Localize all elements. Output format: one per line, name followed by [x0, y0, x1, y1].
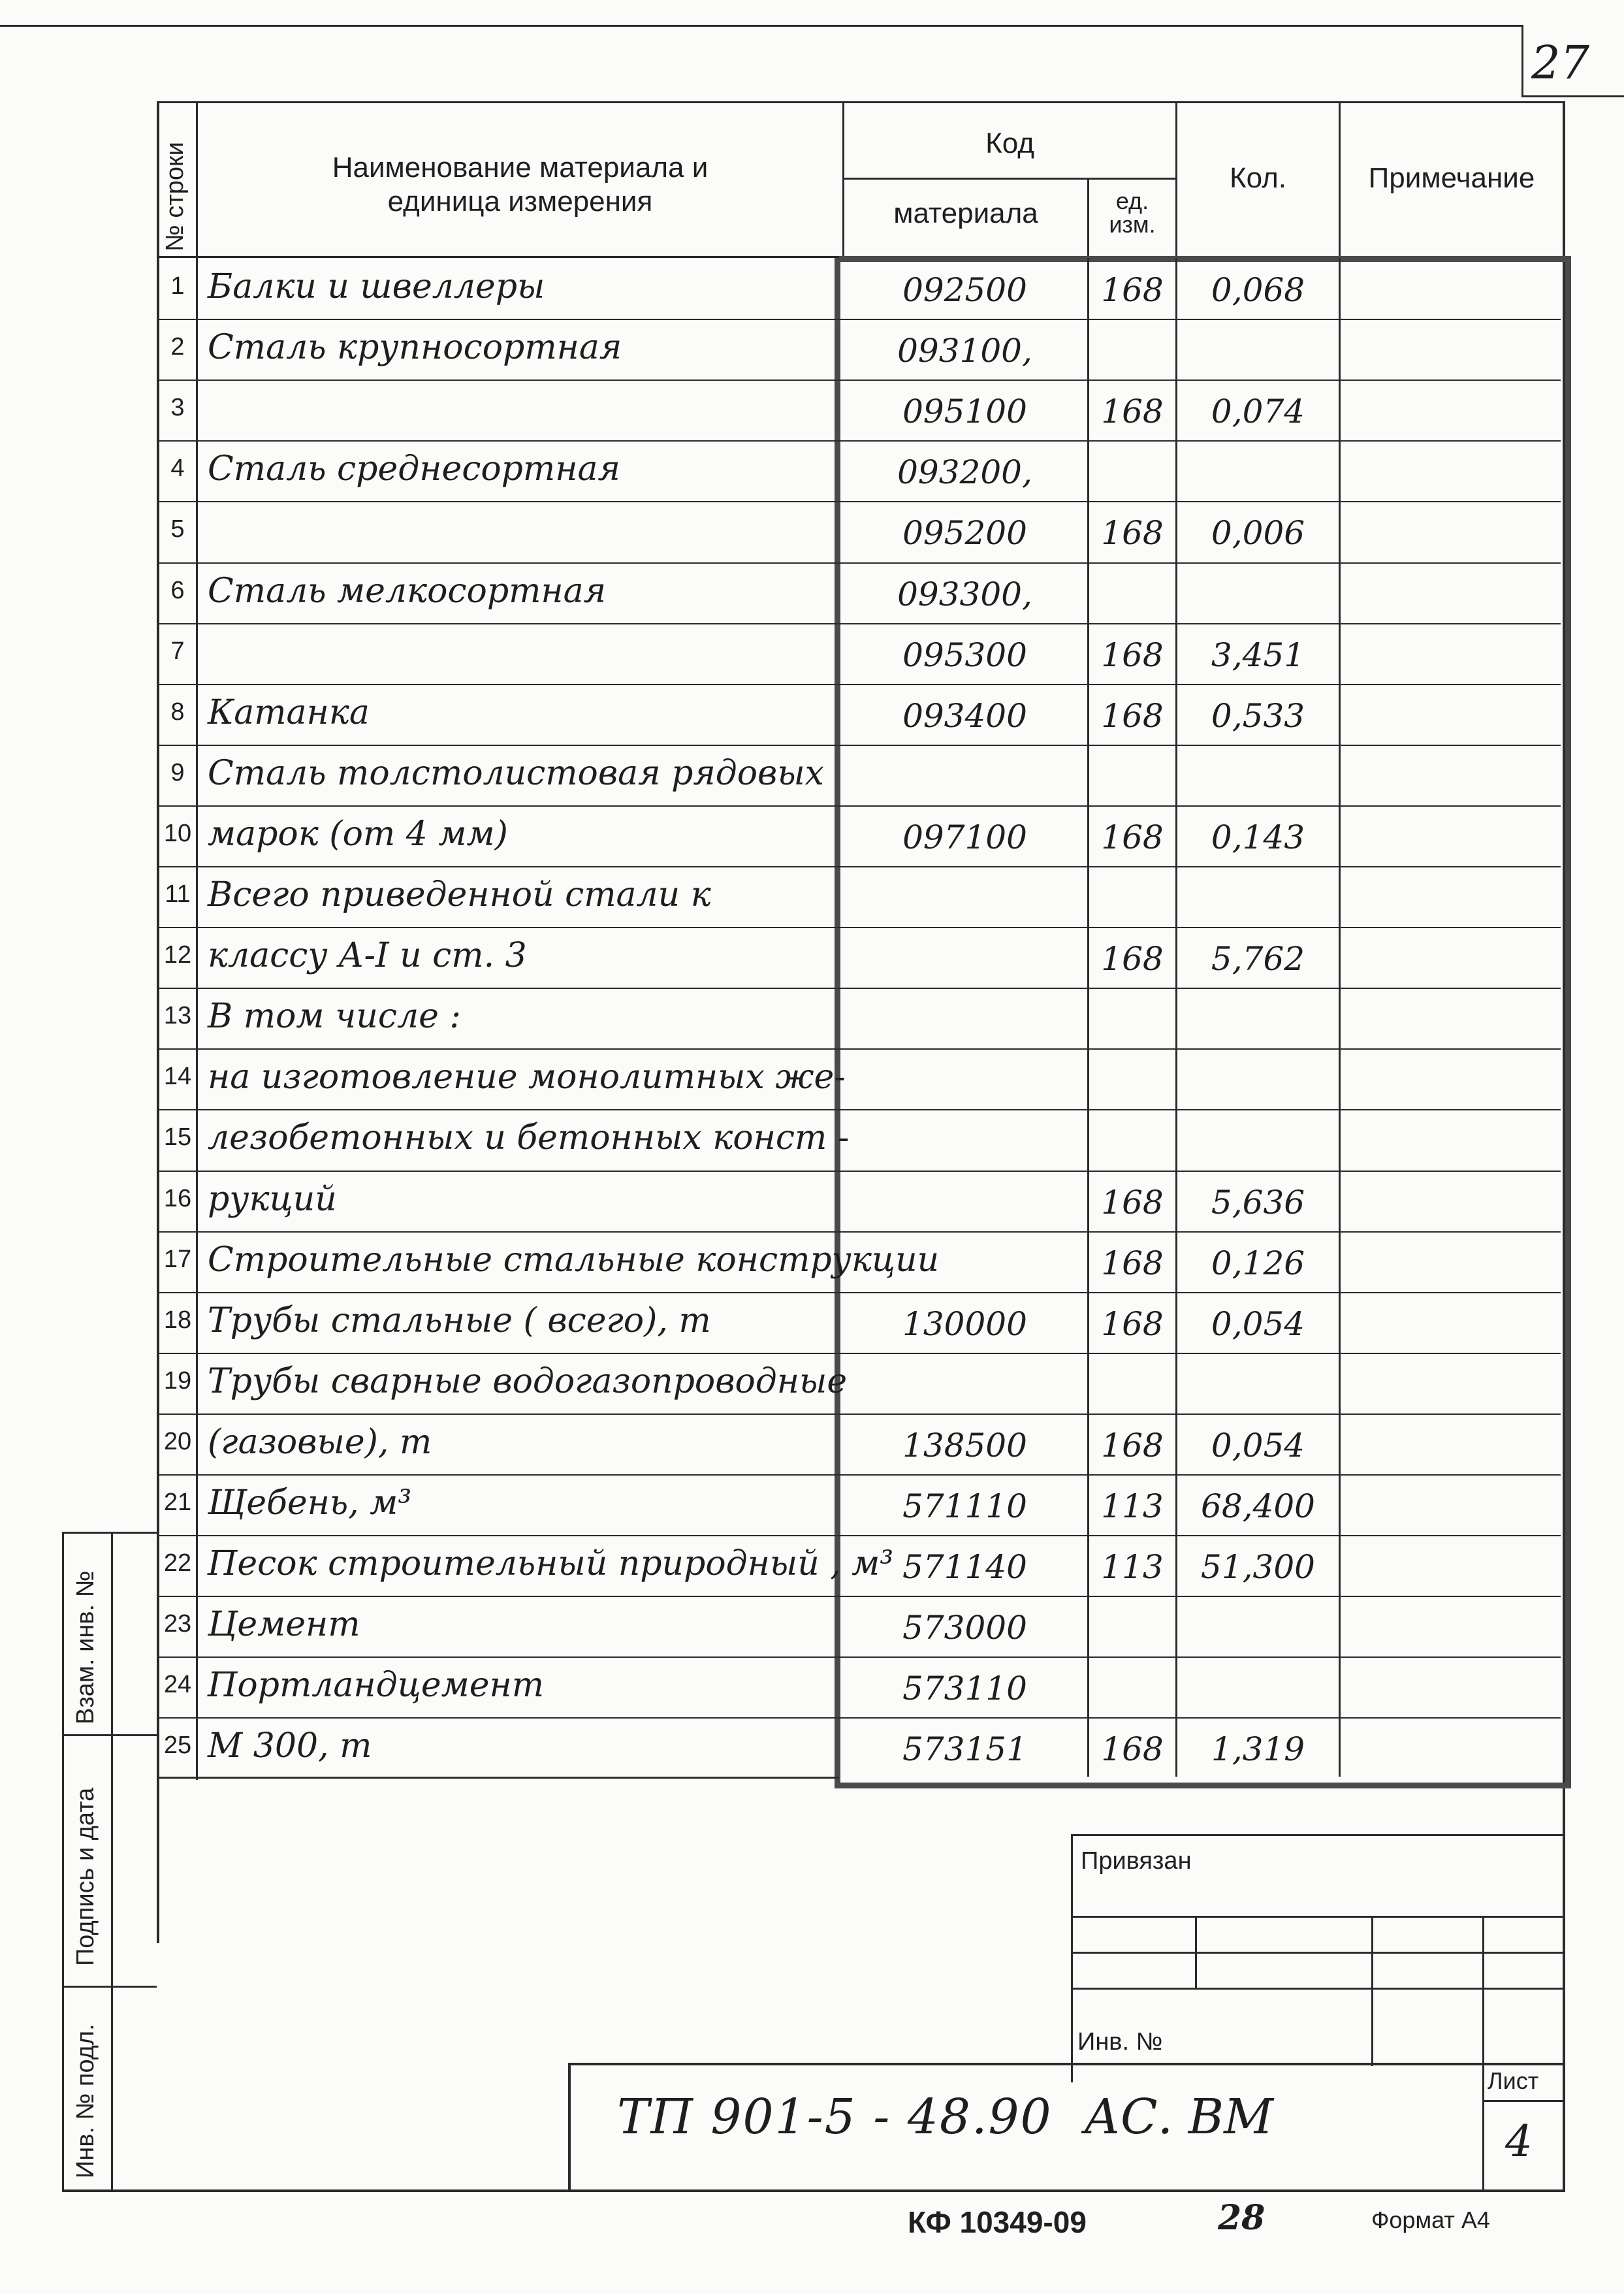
header-row-no: № строки [161, 142, 189, 251]
row-material-name: Всего приведенной стали к [208, 875, 711, 914]
row-divider [157, 319, 1561, 320]
row-divider [157, 684, 1561, 685]
row-material-name: В том числе : [208, 997, 461, 1037]
row-divider [157, 1596, 1561, 1597]
header-unit-line1: ед. [1115, 187, 1149, 214]
corner-box-bottom [1521, 95, 1624, 97]
row-divider [157, 1717, 1561, 1719]
header-qty: Кол. [1229, 162, 1287, 194]
row-divider [157, 1109, 1561, 1110]
row-material-name: Цемент [208, 1605, 360, 1645]
row-divider [157, 623, 1561, 624]
row-number: 9 [170, 758, 185, 786]
row-material-code: 095300 [902, 636, 1027, 674]
row-number: 13 [163, 1002, 192, 1030]
row-divider [157, 805, 1561, 807]
row-number: 16 [163, 1184, 192, 1212]
row-material-name: Катанка [208, 692, 370, 732]
row-quantity: 0,054 [1211, 1426, 1305, 1464]
row-number: 12 [163, 941, 192, 969]
row-divider [157, 1535, 1561, 1536]
row-divider [157, 501, 1561, 502]
row-unit-code: 168 [1101, 940, 1164, 978]
side-strip-div2 [62, 1986, 157, 1988]
row-quantity: 51,300 [1201, 1548, 1315, 1587]
row-unit-code: 168 [1101, 393, 1164, 431]
sheet-corner-number: 27 [1531, 36, 1590, 89]
row-number: 23 [163, 1610, 192, 1638]
frame-top-line [157, 101, 1565, 103]
row-divider [157, 866, 1561, 867]
header-material: материала [893, 197, 1038, 229]
row-quantity: 0,143 [1211, 818, 1305, 856]
row-number: 8 [170, 698, 185, 726]
row-material-code: 093400 [902, 696, 1027, 735]
stamp-vline-2 [1371, 1916, 1373, 2066]
row-unit-code: 168 [1101, 1730, 1164, 1769]
row-unit-code: 113 [1101, 1548, 1164, 1587]
row-divider [157, 1292, 1561, 1293]
stamp-sheet-split [1482, 2100, 1565, 2102]
row-unit-code: 168 [1101, 1183, 1164, 1221]
row-unit-code: 168 [1101, 818, 1164, 856]
row-material-name: марок (от 4 мм) [208, 814, 508, 854]
side-strip-inner [111, 1532, 113, 2191]
row-material-name: М 300, т [208, 1726, 372, 1766]
row-material-name: лезобетонных и бетонных конст - [208, 1118, 850, 1158]
row-material-name: классу А-I и ст. 3 [208, 936, 527, 976]
row-divider [157, 927, 1561, 928]
row-number: 17 [163, 1245, 192, 1273]
row-unit-code: 168 [1101, 1244, 1164, 1282]
row-number: 25 [163, 1732, 192, 1760]
corner-box-left [1521, 25, 1523, 97]
row-divider [157, 1171, 1561, 1172]
stamp-left-line [1071, 1834, 1073, 2082]
row-number: 11 [165, 880, 191, 908]
row-divider [157, 1048, 1561, 1050]
row-divider [157, 1231, 1561, 1233]
row-material-name: Щебень, м³ [208, 1483, 412, 1523]
row-divider [157, 1414, 1561, 1415]
side-strip-outer [62, 1532, 64, 2191]
row-number: 5 [170, 515, 185, 543]
row-material-code: 573151 [902, 1730, 1027, 1769]
row-material-code: 573110 [902, 1670, 1027, 1708]
footer-kf-number: КФ 10349-09 [908, 2205, 1087, 2239]
row-material-code: 573000 [902, 1609, 1027, 1647]
stamp-doc-mark: АС. ВМ [1084, 2089, 1273, 2145]
row-number: 4 [170, 455, 185, 483]
row-material-code: 571140 [902, 1548, 1027, 1587]
row-number: 19 [163, 1366, 192, 1395]
stamp-line-1 [1071, 1916, 1565, 1918]
row-number: 15 [163, 1123, 192, 1152]
row-divider [157, 380, 1561, 381]
row-material-name: Сталь толстолистовая рядовых [208, 753, 824, 793]
row-material-code: 093100, [897, 332, 1032, 370]
header-code: Код [985, 127, 1034, 159]
row-unit-code: 113 [1101, 1487, 1164, 1525]
row-material-name: Сталь крупносортная [208, 328, 622, 368]
row-material-name: на изготовление монолитных же- [208, 1058, 846, 1097]
row-material-name: Строительные стальные конструкции [208, 1240, 940, 1280]
stamp-line-3 [1071, 1988, 1565, 1990]
row-quantity: 0,006 [1211, 514, 1305, 553]
row-number: 6 [170, 576, 185, 604]
row-material-code: 130000 [902, 1304, 1027, 1343]
side-label-inv-podl: Инв. № подл. [72, 2024, 99, 2178]
code-split-line [842, 178, 1175, 180]
row-material-code: 093200, [897, 453, 1032, 492]
row-number: 18 [163, 1306, 192, 1334]
side-strip-top [62, 1532, 157, 1534]
top-border-line [0, 25, 1521, 27]
row-divider [157, 1474, 1561, 1476]
row-quantity: 68,400 [1201, 1487, 1315, 1525]
row-material-name: рукций [208, 1179, 337, 1219]
row-material-name: Трубы стальные ( всего), т [208, 1300, 711, 1340]
row-number: 21 [163, 1489, 192, 1516]
row-material-name: Портландцемент [208, 1666, 545, 1705]
header-unit-line2: изм. [1109, 211, 1156, 238]
row-material-code: 571110 [902, 1487, 1027, 1525]
row-quantity: 5,636 [1211, 1183, 1305, 1221]
footer-format: Формат А4 [1371, 2206, 1490, 2233]
header-name-line2: единица измерения [387, 186, 653, 218]
frame-bottom-line [62, 2189, 1565, 2192]
header-note: Примечание [1368, 162, 1535, 194]
row-unit-code: 168 [1101, 1426, 1164, 1464]
row-number: 24 [163, 1671, 192, 1699]
row-quantity: 1,319 [1211, 1730, 1305, 1769]
row-number: 3 [170, 394, 185, 422]
row-quantity: 5,762 [1211, 940, 1305, 978]
row-material-name: Сталь мелкосортная [208, 571, 607, 611]
row-quantity: 0,533 [1211, 696, 1305, 735]
row-material-name: (газовые), т [208, 1422, 432, 1462]
row-number: 10 [163, 819, 192, 847]
row-quantity: 3,451 [1211, 636, 1305, 674]
data-bottom-line [157, 1777, 839, 1779]
row-number: 1 [170, 272, 185, 300]
row-unit-code: 168 [1101, 1304, 1164, 1343]
row-material-name: Балки и швеллеры [208, 267, 545, 306]
col-name-line [842, 101, 844, 258]
row-unit-code: 168 [1101, 271, 1164, 309]
row-unit-code: 168 [1101, 636, 1164, 674]
row-divider [157, 1656, 1561, 1658]
col-note-line [1339, 258, 1341, 1777]
row-unit-code: 168 [1101, 696, 1164, 735]
stamp-vline-1 [1195, 1916, 1197, 1988]
row-number: 14 [163, 1063, 192, 1091]
footer-page-number: 28 [1218, 2198, 1266, 2238]
row-material-name: Песок строительный природный , м³ [208, 1544, 894, 1584]
row-number: 22 [163, 1549, 192, 1577]
stamp-line-2 [1071, 1952, 1565, 1954]
row-quantity: 0,126 [1211, 1244, 1305, 1282]
header-name-line1: Наименование материала и [332, 152, 709, 184]
stamp-privyazan: Привязан [1081, 1847, 1192, 1875]
row-divider [157, 440, 1561, 442]
row-number: 7 [170, 637, 185, 665]
stamp-inv-no: Инв. № [1077, 2028, 1163, 2056]
row-material-code: 138500 [902, 1426, 1027, 1464]
stamp-doc-code: ТП 901-5 - 48.90 [617, 2089, 1053, 2145]
stamp-sheet-no: 4 [1505, 2116, 1533, 2167]
row-quantity: 0,074 [1211, 393, 1305, 431]
stamp-vline-3 [1482, 1916, 1484, 2190]
row-number: 20 [163, 1427, 192, 1455]
row-material-code: 092500 [902, 271, 1027, 309]
row-divider [157, 745, 1561, 746]
side-label-podpis: Подпись и дата [72, 1787, 99, 1966]
row-material-name: Сталь среднесортная [208, 449, 620, 489]
stamp-sheet-label: Лист [1488, 2067, 1539, 2094]
row-material-code: 095100 [902, 393, 1027, 431]
row-material-code: 095200 [902, 514, 1027, 553]
row-material-code: 093300, [897, 575, 1032, 613]
stamp-main-left [568, 2063, 571, 2192]
row-divider [157, 988, 1561, 989]
row-divider [157, 1353, 1561, 1354]
stamp-main-top [568, 2063, 1565, 2065]
row-material-name: Трубы сварные водогазопроводные [208, 1361, 848, 1401]
row-number: 2 [170, 333, 185, 361]
row-material-code: 097100 [902, 818, 1027, 856]
side-label-vzam: Взам. инв. № [72, 1570, 99, 1724]
row-quantity: 0,068 [1211, 271, 1305, 309]
data-top-line [157, 256, 839, 258]
stamp-top-line [1071, 1834, 1565, 1836]
row-unit-code: 168 [1101, 514, 1164, 553]
row-quantity: 0,054 [1211, 1304, 1305, 1343]
row-divider [157, 562, 1561, 564]
